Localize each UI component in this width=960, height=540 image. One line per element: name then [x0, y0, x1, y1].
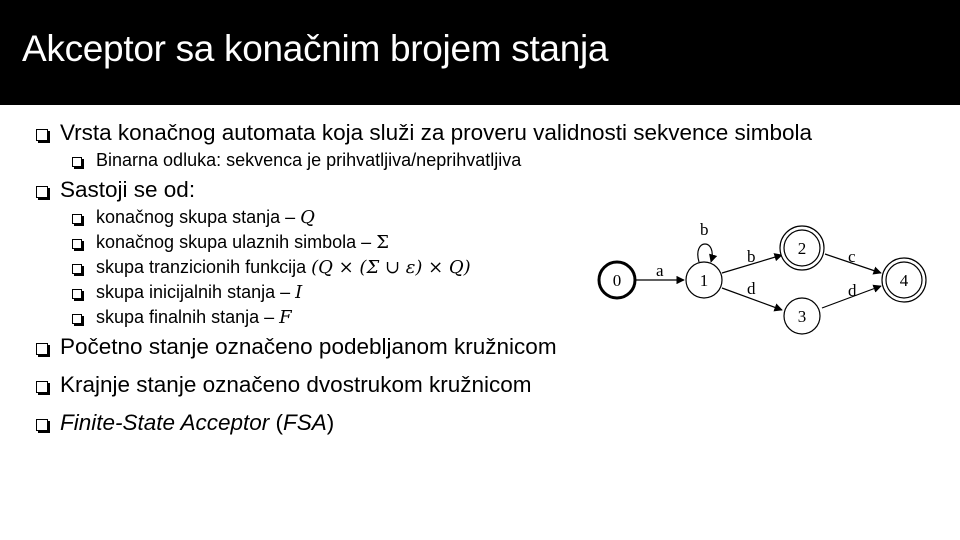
- fsa-diagram: [580, 210, 940, 350]
- edge-1-1-loop: [698, 244, 712, 262]
- checkbox-bullet-icon: [36, 343, 48, 355]
- bullet-text-italic: FSA: [283, 410, 327, 435]
- bullet-final-state-double: [36, 370, 936, 400]
- bullet-text: Sastoji se od:: [60, 177, 196, 202]
- edge-label-1-1: b: [700, 220, 709, 239]
- bullet-fsa-term: [36, 408, 936, 438]
- bullet-text: skupa finalnih stanja –: [96, 307, 280, 327]
- math-symbol: I: [295, 282, 303, 303]
- bullet-text: konačnog skupa ulaznih simbola –: [96, 232, 377, 252]
- slide-title: Akceptor sa konačnim brojem stanja: [22, 28, 609, 69]
- bullet-fsm-definition: [36, 118, 936, 148]
- title-bar: [0, 0, 960, 105]
- bullet-text: skupa inicijalnih stanja –: [96, 282, 296, 302]
- edge-label-2-4: c: [848, 247, 856, 266]
- spacer: [36, 362, 936, 370]
- bullet-text: (: [269, 410, 284, 435]
- state-1: [686, 262, 722, 298]
- state-label: 4: [899, 271, 909, 290]
- checkbox-bullet-icon: [72, 314, 82, 324]
- state-label: 1: [699, 271, 709, 290]
- bullet-text: ): [326, 410, 335, 435]
- state-0-initial: [599, 262, 635, 298]
- checkbox-bullet-icon: [36, 381, 48, 393]
- checkbox-bullet-icon: [72, 157, 82, 167]
- math-symbol: Σ: [376, 232, 389, 253]
- bullet-text: skupa tranzicionih funkcija: [96, 257, 312, 277]
- bullet-text: Vrsta konačnog automata koja služi za proveru validnosti sekvence simbola: [60, 120, 813, 145]
- checkbox-bullet-icon: [72, 239, 82, 249]
- sub-bullet-binary-decision: [70, 148, 936, 173]
- checkbox-bullet-icon: [72, 214, 82, 224]
- state-3: [784, 298, 820, 334]
- bullet-text: Početno stanje označeno podebljanom kružnicom: [60, 334, 557, 359]
- bullet-consists-of: [36, 175, 936, 205]
- bullet-text: konačnog skupa stanja –: [96, 207, 301, 227]
- checkbox-bullet-icon: [36, 129, 48, 141]
- math-symbol: Q: [300, 207, 315, 228]
- state-2-final: [780, 226, 824, 270]
- edge-label-1-2: b: [747, 247, 756, 266]
- checkbox-bullet-icon: [72, 289, 82, 299]
- math-symbol: F: [279, 307, 292, 328]
- state-label: 3: [797, 307, 807, 326]
- state-4-final: [882, 258, 926, 302]
- state-label: 0: [612, 271, 622, 290]
- state-label: 2: [797, 239, 807, 258]
- bullet-text: Binarna odluka: sekvenca je prihvatljiva/neprihvatljiva: [96, 150, 522, 170]
- math-symbol: (Q × (Σ ∪ ε) × Q): [311, 257, 471, 278]
- edge-label-0-1: a: [656, 261, 664, 280]
- checkbox-bullet-icon: [72, 264, 82, 274]
- edge-label-3-4: d: [848, 281, 857, 300]
- bullet-text-italic: Finite-State Acceptor: [60, 410, 270, 435]
- checkbox-bullet-icon: [36, 419, 48, 431]
- bullet-text: Krajnje stanje označeno dvostrukom kružnicom: [60, 372, 532, 397]
- checkbox-bullet-icon: [36, 186, 48, 198]
- spacer: [36, 400, 936, 408]
- edge-label-1-3: d: [747, 279, 756, 298]
